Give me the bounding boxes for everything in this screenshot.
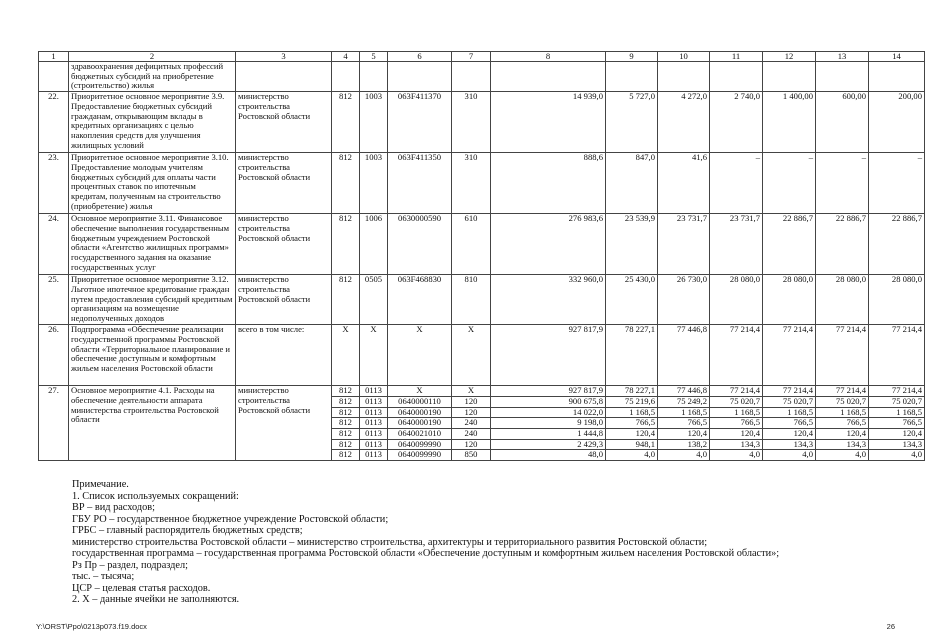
value-cell: 812	[332, 439, 360, 450]
value-cell: 2 740,0	[710, 92, 763, 153]
value-cell: 063F411350	[388, 153, 452, 214]
value-cell: 850	[452, 450, 491, 461]
value-cell: 14 939,0	[491, 92, 606, 153]
col-header-4: 4	[332, 52, 360, 62]
value-cell: 4,0	[816, 450, 869, 461]
col-header-12: 12	[763, 52, 816, 62]
value-cell: 0113	[360, 439, 388, 450]
value-cell: 063F468830	[388, 275, 452, 325]
value-cell: 77 214,4	[710, 386, 763, 397]
value-cell: 77 214,4	[710, 325, 763, 386]
executor-cell: всего в том числе:	[236, 325, 332, 386]
value-cell: 28 080,0	[869, 275, 925, 325]
value-cell: 812	[332, 396, 360, 407]
value-cell: X	[388, 386, 452, 397]
value-cell: –	[710, 153, 763, 214]
col-header-1: 1	[39, 52, 69, 62]
file-path: Y:\ORST\Ppo\0213p073.f19.docx	[36, 622, 147, 631]
activity-name-cell: Основное мероприятие 4.1. Расходы на обеспечение деятельности аппарата министерства строительства Ростовской области	[69, 386, 236, 461]
value-cell: X	[360, 325, 388, 386]
value-cell: 77 214,4	[816, 386, 869, 397]
note-line: ВР – вид расходов;	[72, 502, 155, 513]
col-header-8: 8	[491, 52, 606, 62]
table-row	[39, 153, 925, 214]
value-cell: 4,0	[763, 450, 816, 461]
executor-cell: министерство строительства Ростовской области	[236, 153, 332, 214]
table-row	[39, 214, 925, 275]
value-cell: 0640000190	[388, 418, 452, 429]
note-line: ГРБС – главный распорядитель бюджетных средств;	[72, 525, 303, 536]
value-cell: 900 675,8	[491, 396, 606, 407]
value-cell: 0113	[360, 428, 388, 439]
value-cell: 75 020,7	[763, 396, 816, 407]
value-cell: 766,5	[763, 418, 816, 429]
table-row	[39, 275, 925, 325]
value-cell: 120,4	[816, 428, 869, 439]
value-cell: 120	[452, 439, 491, 450]
note-line: Рз Пр – раздел, подраздел;	[72, 559, 188, 571]
value-cell: 812	[332, 407, 360, 418]
value-cell: 948,1	[606, 439, 658, 450]
note-line: ГБУ РО – государственное бюджетное учреждение Ростовской области;	[72, 513, 389, 525]
value-cell: 1006	[360, 214, 388, 275]
note-line: министерство строительства Ростовской области – министерство строительства, архитектуры и территориального развития Ростовской области;	[72, 536, 708, 548]
value-cell: 48,0	[491, 450, 606, 461]
col-header-7: 7	[452, 52, 491, 62]
value-cell: 4,0	[606, 450, 658, 461]
value-cell: 120	[452, 396, 491, 407]
value-cell: 26 730,0	[658, 275, 710, 325]
value-cell: 77 446,8	[658, 325, 710, 386]
value-cell: X	[332, 325, 360, 386]
value-cell: 812	[332, 153, 360, 214]
value-cell: 766,5	[606, 418, 658, 429]
value-cell: 812	[332, 275, 360, 325]
value-cell: 14 022,0	[491, 407, 606, 418]
value-cell: 41,6	[658, 153, 710, 214]
value-cell: 23 731,7	[658, 214, 710, 275]
budget-table-sheet	[38, 51, 922, 461]
value-cell: 310	[452, 92, 491, 153]
value-cell: 1 168,5	[816, 407, 869, 418]
value-cell: 0640099990	[388, 439, 452, 450]
value-cell: 77 214,4	[816, 325, 869, 386]
value-cell: X	[388, 325, 452, 386]
value-cell: 134,3	[763, 439, 816, 450]
value-cell: 120	[452, 407, 491, 418]
value-cell: 75 219,6	[606, 396, 658, 407]
value-cell: 77 214,4	[763, 325, 816, 386]
value-cell: 120,4	[763, 428, 816, 439]
value-cell: 75 020,7	[869, 396, 925, 407]
value-cell: 23 731,7	[710, 214, 763, 275]
value-cell: 0113	[360, 386, 388, 397]
activity-name-cell: Приоритетное основное мероприятие 3.12. Льготное ипотечное кредитование граждан путем предоставления субсидий кредитным организациям на возмещение недополученных доходов	[69, 275, 236, 325]
value-cell: 0630000590	[388, 214, 452, 275]
value-cell: X	[452, 386, 491, 397]
table-row	[39, 325, 925, 386]
activity-name-cell: Приоритетное основное мероприятие 3.10. Предоставление молодым учителям бюджетных субсидий для оплаты части процентных ставок по ипотечным кредитам, полученным на строительство (приобретение) жилья	[69, 153, 236, 214]
value-cell: 1003	[360, 92, 388, 153]
table-row	[39, 92, 925, 153]
value-cell: 812	[332, 418, 360, 429]
executor-cell: министерство строительства Ростовской области	[236, 92, 332, 153]
value-cell: 812	[332, 386, 360, 397]
row-number-cell: 22.	[39, 92, 69, 153]
value-cell: 610	[452, 214, 491, 275]
value-cell: 77 214,4	[869, 325, 925, 386]
value-cell: 766,5	[869, 418, 925, 429]
value-cell: 0640000190	[388, 407, 452, 418]
value-cell: 927 817,9	[491, 386, 606, 397]
value-cell: 1 168,5	[763, 407, 816, 418]
col-header-10: 10	[658, 52, 710, 62]
value-cell: 766,5	[658, 418, 710, 429]
value-cell: 766,5	[816, 418, 869, 429]
value-cell: 28 080,0	[816, 275, 869, 325]
col-header-5: 5	[360, 52, 388, 62]
value-cell: X	[452, 325, 491, 386]
value-cell: 810	[452, 275, 491, 325]
value-cell: 1 400,00	[763, 92, 816, 153]
value-cell: 0640000110	[388, 396, 452, 407]
value-cell: 138,2	[658, 439, 710, 450]
value-cell: 120,4	[710, 428, 763, 439]
value-cell: 5 727,0	[606, 92, 658, 153]
value-cell: 200,00	[869, 92, 925, 153]
value-cell: 134,3	[710, 439, 763, 450]
col-header-3: 3	[236, 52, 332, 62]
note-line: 1. Список используемых сокращений:	[72, 490, 239, 502]
activity-name-cell: Приоритетное основное мероприятие 3.9. Предоставление бюджетных субсидий гражданам, открывающим вклады в кредитных организациях с целью накопления средств для улучшения жилищных условий	[69, 92, 236, 153]
value-cell: 812	[332, 450, 360, 461]
activity-name-cell: Подпрограмма «Обеспечение реализации государственной программы Ростовской области «Территориальное планирование и обеспечение доступным и комфортным жильем населения Ростовской области	[69, 325, 236, 386]
value-cell: 22 886,7	[763, 214, 816, 275]
col-header-6: 6	[388, 52, 452, 62]
value-cell: 28 080,0	[710, 275, 763, 325]
value-cell: 0113	[360, 418, 388, 429]
executor-cell: министерство строительства Ростовской области	[236, 214, 332, 275]
row-number-cell: 27.	[39, 386, 69, 461]
value-cell: 1 168,5	[606, 407, 658, 418]
budget-table	[38, 51, 925, 461]
value-cell: 0113	[360, 407, 388, 418]
table-row	[39, 386, 925, 397]
value-cell: 25 430,0	[606, 275, 658, 325]
value-cell: –	[763, 153, 816, 214]
value-cell: 77 446,8	[658, 386, 710, 397]
value-cell: 4 272,0	[658, 92, 710, 153]
value-cell: 4,0	[710, 450, 763, 461]
value-cell: 812	[332, 428, 360, 439]
value-cell: 22 886,7	[869, 214, 925, 275]
col-header-13: 13	[816, 52, 869, 62]
table-row-continuation	[39, 62, 925, 92]
note-line: ЦСР – целевая статья расходов.	[72, 582, 211, 594]
value-cell: 22 886,7	[816, 214, 869, 275]
value-cell: 9 198,0	[491, 418, 606, 429]
value-cell: 332 960,0	[491, 275, 606, 325]
value-cell: 28 080,0	[763, 275, 816, 325]
row-number-cell: 26.	[39, 325, 69, 386]
value-cell: 23 539,9	[606, 214, 658, 275]
value-cell: 1 168,5	[869, 407, 925, 418]
value-cell: 75 020,7	[710, 396, 763, 407]
value-cell: 75 249,2	[658, 396, 710, 407]
value-cell: 2 429,3	[491, 439, 606, 450]
col-header-2: 2	[69, 52, 236, 62]
value-cell: 063F411370	[388, 92, 452, 153]
continued-name-cell: здравоохранения дефицитных профессий бюджетных субсидий на приобретение (строительство) жилья	[69, 62, 236, 92]
note-line: тыс. – тысяча;	[72, 571, 135, 582]
value-cell: 78 227,1	[606, 386, 658, 397]
value-cell: 888,6	[491, 153, 606, 214]
value-cell: 4,0	[869, 450, 925, 461]
col-header-11: 11	[710, 52, 763, 62]
executor-cell: министерство строительства Ростовской области	[236, 386, 332, 461]
value-cell: 812	[332, 92, 360, 153]
column-number-row	[39, 52, 925, 62]
value-cell: 1 168,5	[710, 407, 763, 418]
value-cell: 120,4	[869, 428, 925, 439]
note-line: 2. Х – данные ячейки не заполняются.	[72, 594, 240, 605]
value-cell: 120,4	[606, 428, 658, 439]
value-cell: 812	[332, 214, 360, 275]
value-cell: 310	[452, 153, 491, 214]
value-cell: 75 020,7	[816, 396, 869, 407]
value-cell: 600,00	[816, 92, 869, 153]
value-cell: 120,4	[658, 428, 710, 439]
notes-block	[72, 479, 779, 606]
executor-cell: министерство строительства Ростовской области	[236, 275, 332, 325]
value-cell: 77 214,4	[763, 386, 816, 397]
col-header-9: 9	[606, 52, 658, 62]
value-cell: 0640021010	[388, 428, 452, 439]
value-cell: 1003	[360, 153, 388, 214]
value-cell: –	[816, 153, 869, 214]
value-cell: –	[869, 153, 925, 214]
value-cell: 4,0	[658, 450, 710, 461]
value-cell: 276 983,6	[491, 214, 606, 275]
note-line: Примечание.	[72, 479, 129, 490]
value-cell: 0113	[360, 396, 388, 407]
value-cell: 0113	[360, 450, 388, 461]
row-number-cell: 23.	[39, 153, 69, 214]
value-cell: 1 168,5	[658, 407, 710, 418]
page-number: 26	[886, 622, 895, 631]
value-cell: 1 444,8	[491, 428, 606, 439]
value-cell: 0505	[360, 275, 388, 325]
value-cell: 0640099990	[388, 450, 452, 461]
note-line: государственная программа – государственная программа Ростовской области «Обеспечение доступным и комфортным жильем населения Ростовской области»;	[72, 548, 780, 559]
value-cell: 847,0	[606, 153, 658, 214]
value-cell: 766,5	[710, 418, 763, 429]
row-number-cell: 24.	[39, 214, 69, 275]
value-cell: 134,3	[816, 439, 869, 450]
activity-name-cell: Основное мероприятие 3.11. Финансовое обеспечение выполнения государственным бюджетным учреждением Ростовской области «Агентство жилищных программ» государственного задания на оказание государственных услуг	[69, 214, 236, 275]
row-number-cell: 25.	[39, 275, 69, 325]
value-cell: 78 227,1	[606, 325, 658, 386]
value-cell: 240	[452, 428, 491, 439]
value-cell: 134,3	[869, 439, 925, 450]
value-cell: 927 817,9	[491, 325, 606, 386]
col-header-14: 14	[869, 52, 925, 62]
value-cell: 77 214,4	[869, 386, 925, 397]
value-cell: 240	[452, 418, 491, 429]
